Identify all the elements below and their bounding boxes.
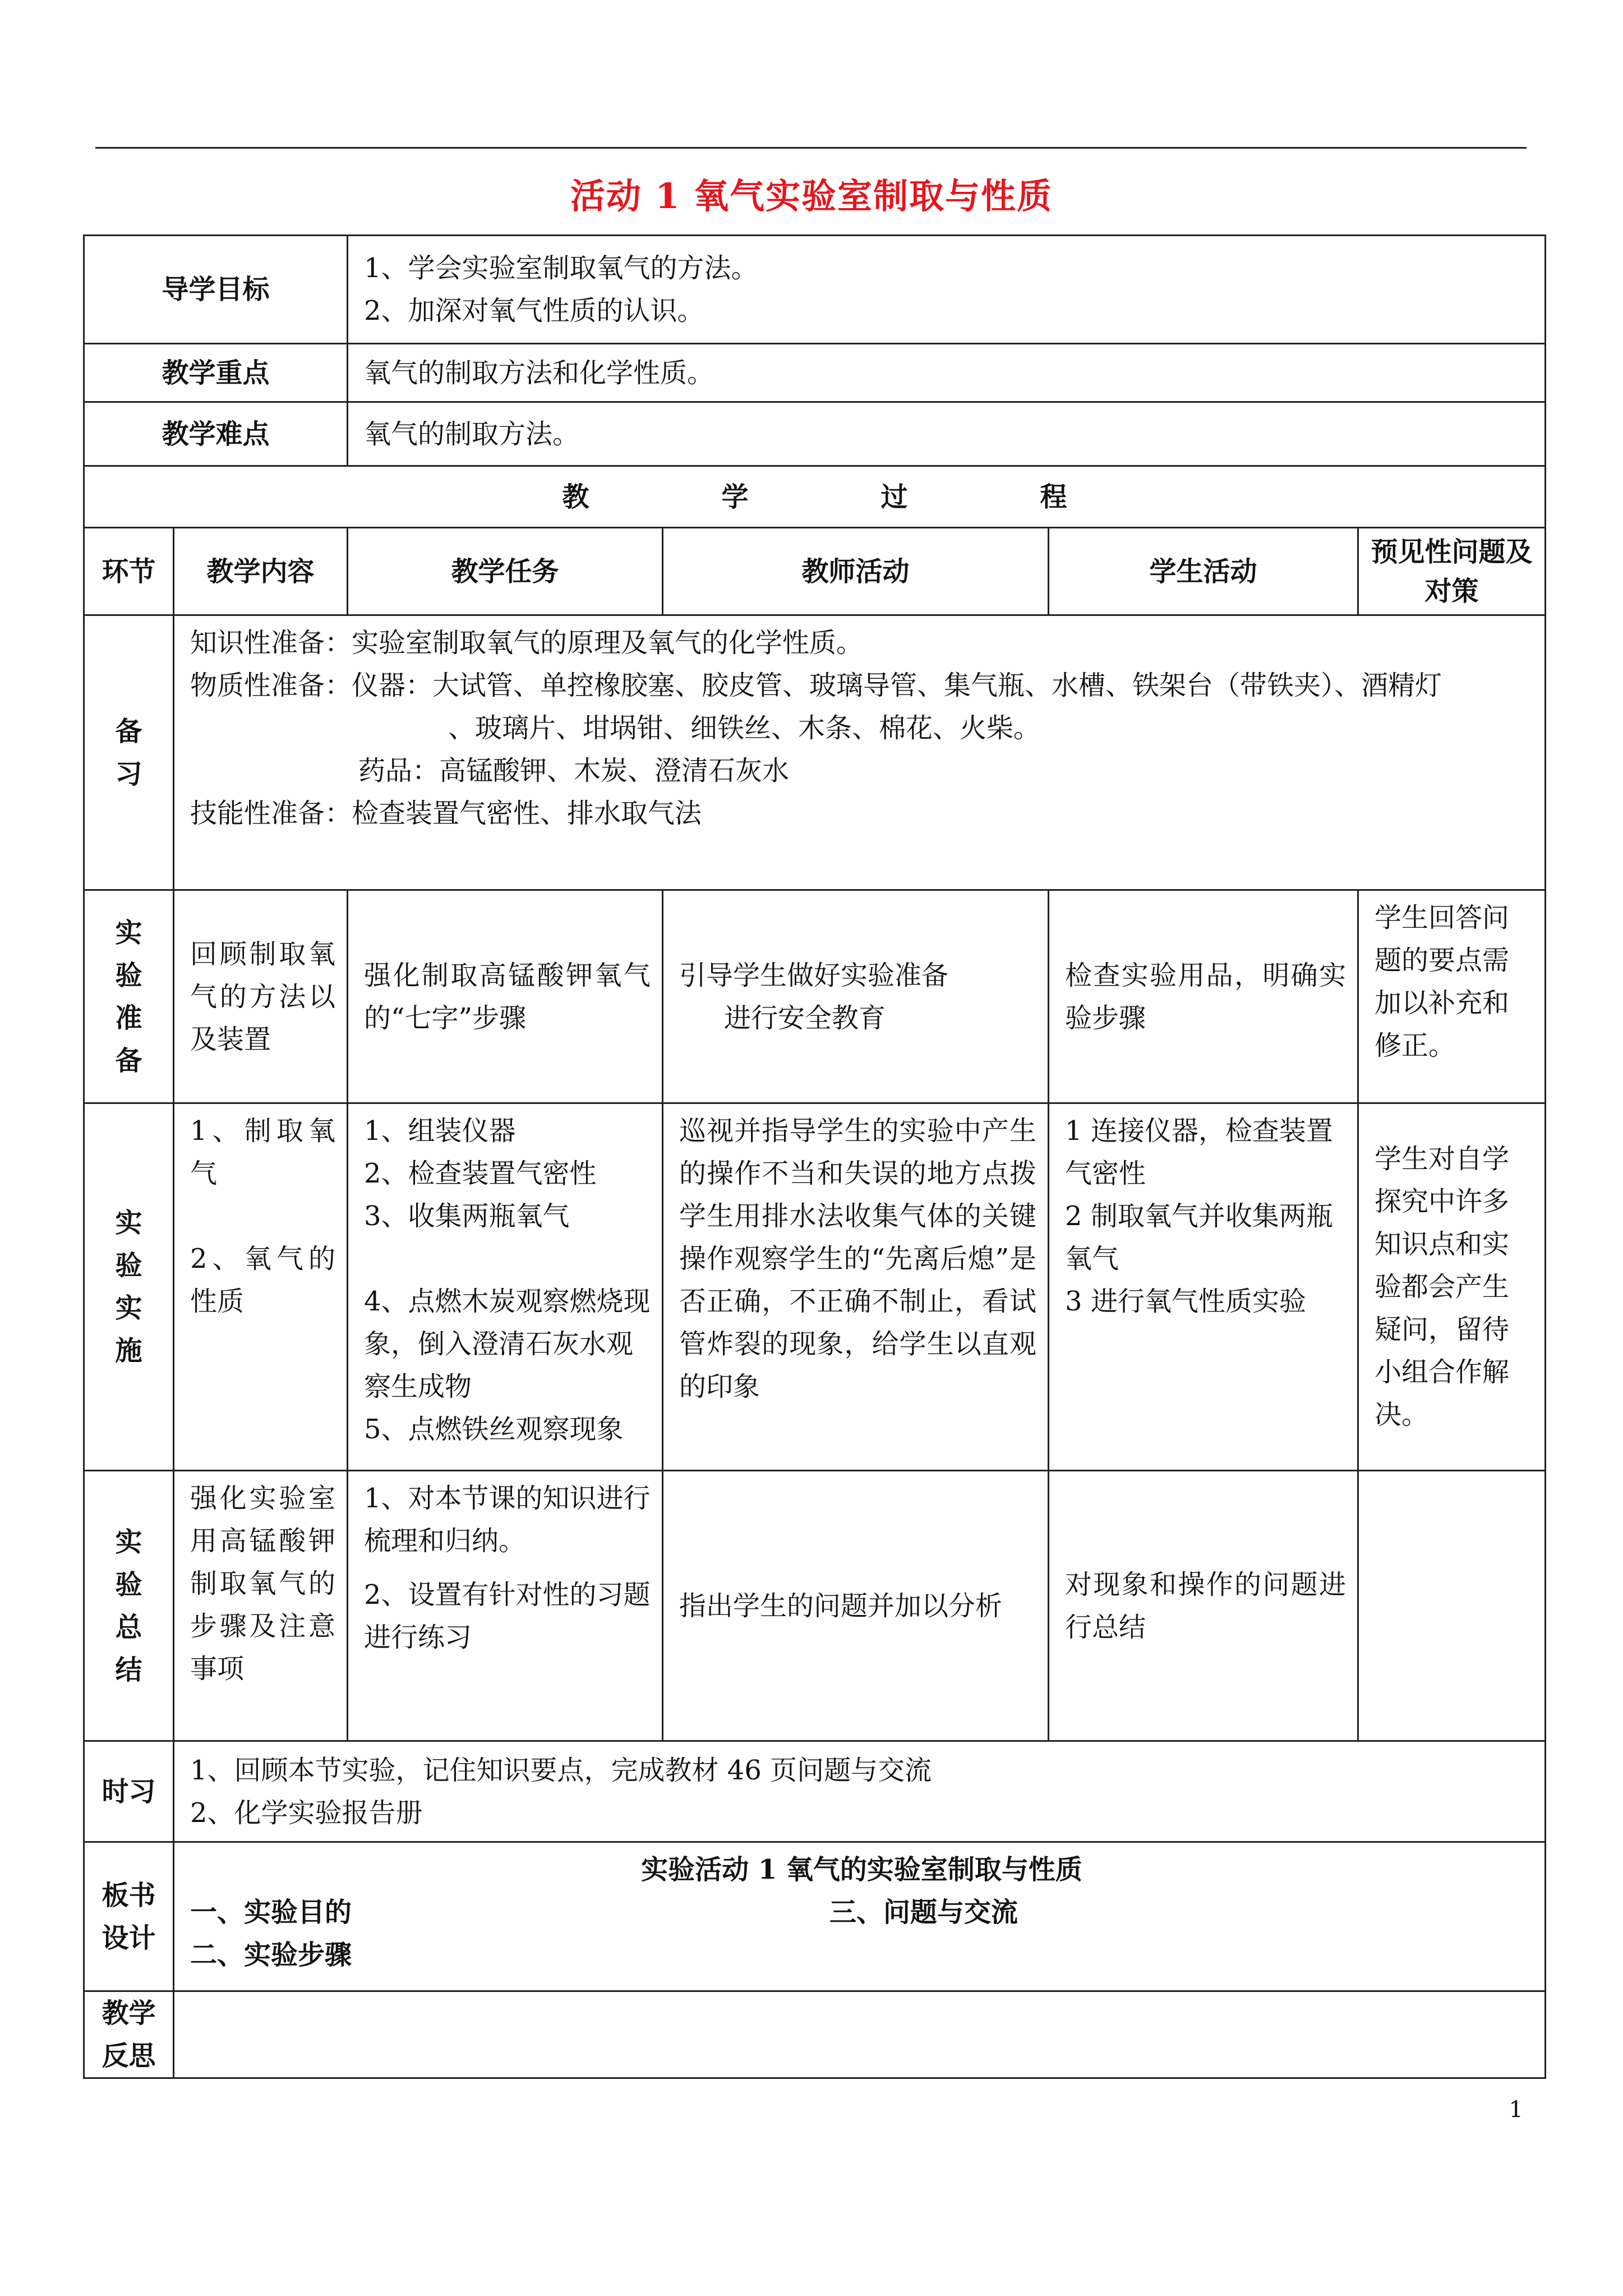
task-item: 2、检查装置气密性 xyxy=(364,1158,597,1189)
reflection-label: 教学反思 xyxy=(84,1991,174,2078)
col-header-teacher: 教师活动 xyxy=(663,528,1049,615)
student-item: 3 进行氧气性质实验 xyxy=(1065,1286,1306,1317)
stage-label: 实验总结 xyxy=(84,1471,174,1741)
board-label: 板书设计 xyxy=(84,1842,174,1991)
difficult-point-row xyxy=(84,402,1546,466)
board-left-item: 一、实验目的 xyxy=(190,1897,352,1928)
stage-task xyxy=(348,1471,663,1741)
board-row xyxy=(84,1842,1546,1991)
process-header-row xyxy=(84,466,1546,528)
stage-label: 实验实施 xyxy=(84,1103,174,1471)
reflection-text xyxy=(174,1991,1546,2078)
stage-label: 实验准备 xyxy=(84,890,174,1103)
board-right-item: 三、问题与交流 xyxy=(829,1897,1018,1928)
homework-label: 时习 xyxy=(84,1741,174,1842)
column-header-row xyxy=(84,528,1546,615)
key-point-label: 教学重点 xyxy=(84,344,348,402)
preview-line: 药品：高锰酸钾、木炭、澄清石灰水 xyxy=(358,755,790,786)
col-header-stage: 环节 xyxy=(84,528,174,615)
objectives-row xyxy=(84,236,1546,344)
difficult-point-text: 氧气的制取方法。 xyxy=(348,402,1546,466)
process-header-char: 学 xyxy=(721,481,749,513)
stage-issues: 学生对自学探究中许多知识点和实验都会产生疑问，留待小组合作解决。 xyxy=(1358,1103,1546,1471)
stage-issues xyxy=(1358,1471,1546,1741)
teacher-line: 进行安全教育 xyxy=(724,1002,886,1034)
header-rule xyxy=(95,147,1527,149)
task-item: 2、设置有针对性的习题进行练习 xyxy=(364,1579,651,1653)
task-item: 1、组装仪器 xyxy=(364,1115,516,1147)
col-header-issues: 预见性问题及对策 xyxy=(1358,528,1546,615)
process-header-char: 教 xyxy=(562,481,589,513)
reflection-row xyxy=(84,1991,1546,2078)
content-item: 1、制取氧气 xyxy=(190,1115,336,1189)
process-header-char: 过 xyxy=(880,481,908,513)
task-item: 5、点燃铁丝观察现象 xyxy=(364,1414,624,1445)
page-title: 活动 1 氧气实验室制取与性质 xyxy=(570,176,1053,217)
col-header-content: 教学内容 xyxy=(174,528,348,615)
stage-row-summary xyxy=(84,1471,1546,1741)
stage-issues: 学生回答问题的要点需加以补充和修正。 xyxy=(1358,890,1546,1103)
page-number: 1 xyxy=(1509,2097,1523,2123)
content-item: 2、氧气的性质 xyxy=(190,1243,336,1317)
objectives-label: 导学目标 xyxy=(84,236,348,344)
preview-label: 备习 xyxy=(84,615,174,890)
student-item: 1 连接仪器，检查装置气密性 xyxy=(1065,1115,1333,1189)
stage-content: 强化实验室用高锰酸钾制取氧气的步骤及注意事项 xyxy=(174,1471,348,1741)
stage-task xyxy=(348,1103,663,1471)
preview-line: 知识性准备：实验室制取氧气的原理及氧气的化学性质。 xyxy=(190,627,864,659)
process-header-char: 程 xyxy=(1040,481,1067,513)
preview-line: 技能性准备：检查装置气密性、排水取气法 xyxy=(190,798,702,829)
task-item: 1、对本节课的知识进行梳理和归纳。 xyxy=(364,1483,651,1557)
preview-line: 物质性准备：仪器：大试管、单控橡胶塞、胶皮管、玻璃导管、集气瓶、水槽、铁架台（带铁夹）、酒精灯 xyxy=(190,670,1442,701)
student-item: 2 制取氧气并收集两瓶氧气 xyxy=(1065,1200,1333,1274)
col-header-task: 教学任务 xyxy=(348,528,663,615)
lesson-plan-table xyxy=(83,234,1546,2079)
stage-teacher: 巡视并指导学生的实验中产生的操作不当和失误的地方点拨学生用排水法收集气体的关键操作观察学生的“先离后熄”是否正确，不正确不制止，看试管炸裂的现象，给学生以直观的印象 xyxy=(663,1103,1049,1471)
stage-task: 强化制取高锰酸钾氧气的“七字”步骤 xyxy=(348,890,663,1103)
stage-teacher: 指出学生的问题并加以分析 xyxy=(663,1471,1049,1741)
stage-student: 检查实验用品，明确实验步骤 xyxy=(1049,890,1358,1103)
homework-item: 1、回顾本节实验，记住知识要点，完成教材 46 页问题与交流 xyxy=(190,1754,932,1786)
task-item: 3、收集两瓶氧气 xyxy=(364,1200,570,1232)
preview-line: 、玻璃片、坩埚钳、细铁丝、木条、棉花、火柴。 xyxy=(448,712,1041,744)
stage-content: 回顾制取氧气的方法以及装置 xyxy=(174,890,348,1103)
col-header-student: 学生活动 xyxy=(1049,528,1358,615)
board-title: 实验活动 1 氧气的实验室制取与性质 xyxy=(641,1854,1082,1885)
objective-item: 2、加深对氧气性质的认识。 xyxy=(364,295,704,326)
stage-teacher xyxy=(663,890,1049,1103)
key-point-row xyxy=(84,344,1546,402)
stage-content xyxy=(174,1103,348,1471)
teacher-line: 引导学生做好实验准备 xyxy=(679,959,949,991)
homework-item: 2、化学实验报告册 xyxy=(190,1797,423,1829)
task-item: 4、点燃木炭观察燃烧现象，倒入澄清石灰水观察生成物 xyxy=(364,1286,651,1402)
stage-student: 对现象和操作的问题进行总结 xyxy=(1049,1471,1358,1741)
difficult-point-label: 教学难点 xyxy=(84,402,348,466)
homework-row xyxy=(84,1741,1546,1842)
stage-row-implement xyxy=(84,1103,1546,1471)
process-header xyxy=(84,466,1546,528)
board-left-item: 二、实验步骤 xyxy=(190,1939,352,1971)
key-point-text: 氧气的制取方法和化学性质。 xyxy=(348,344,1546,402)
objective-item: 1、学会实验室制取氧气的方法。 xyxy=(364,252,758,284)
preview-row xyxy=(84,615,1546,890)
stage-student xyxy=(1049,1103,1358,1471)
stage-row-prepare xyxy=(84,890,1546,1103)
